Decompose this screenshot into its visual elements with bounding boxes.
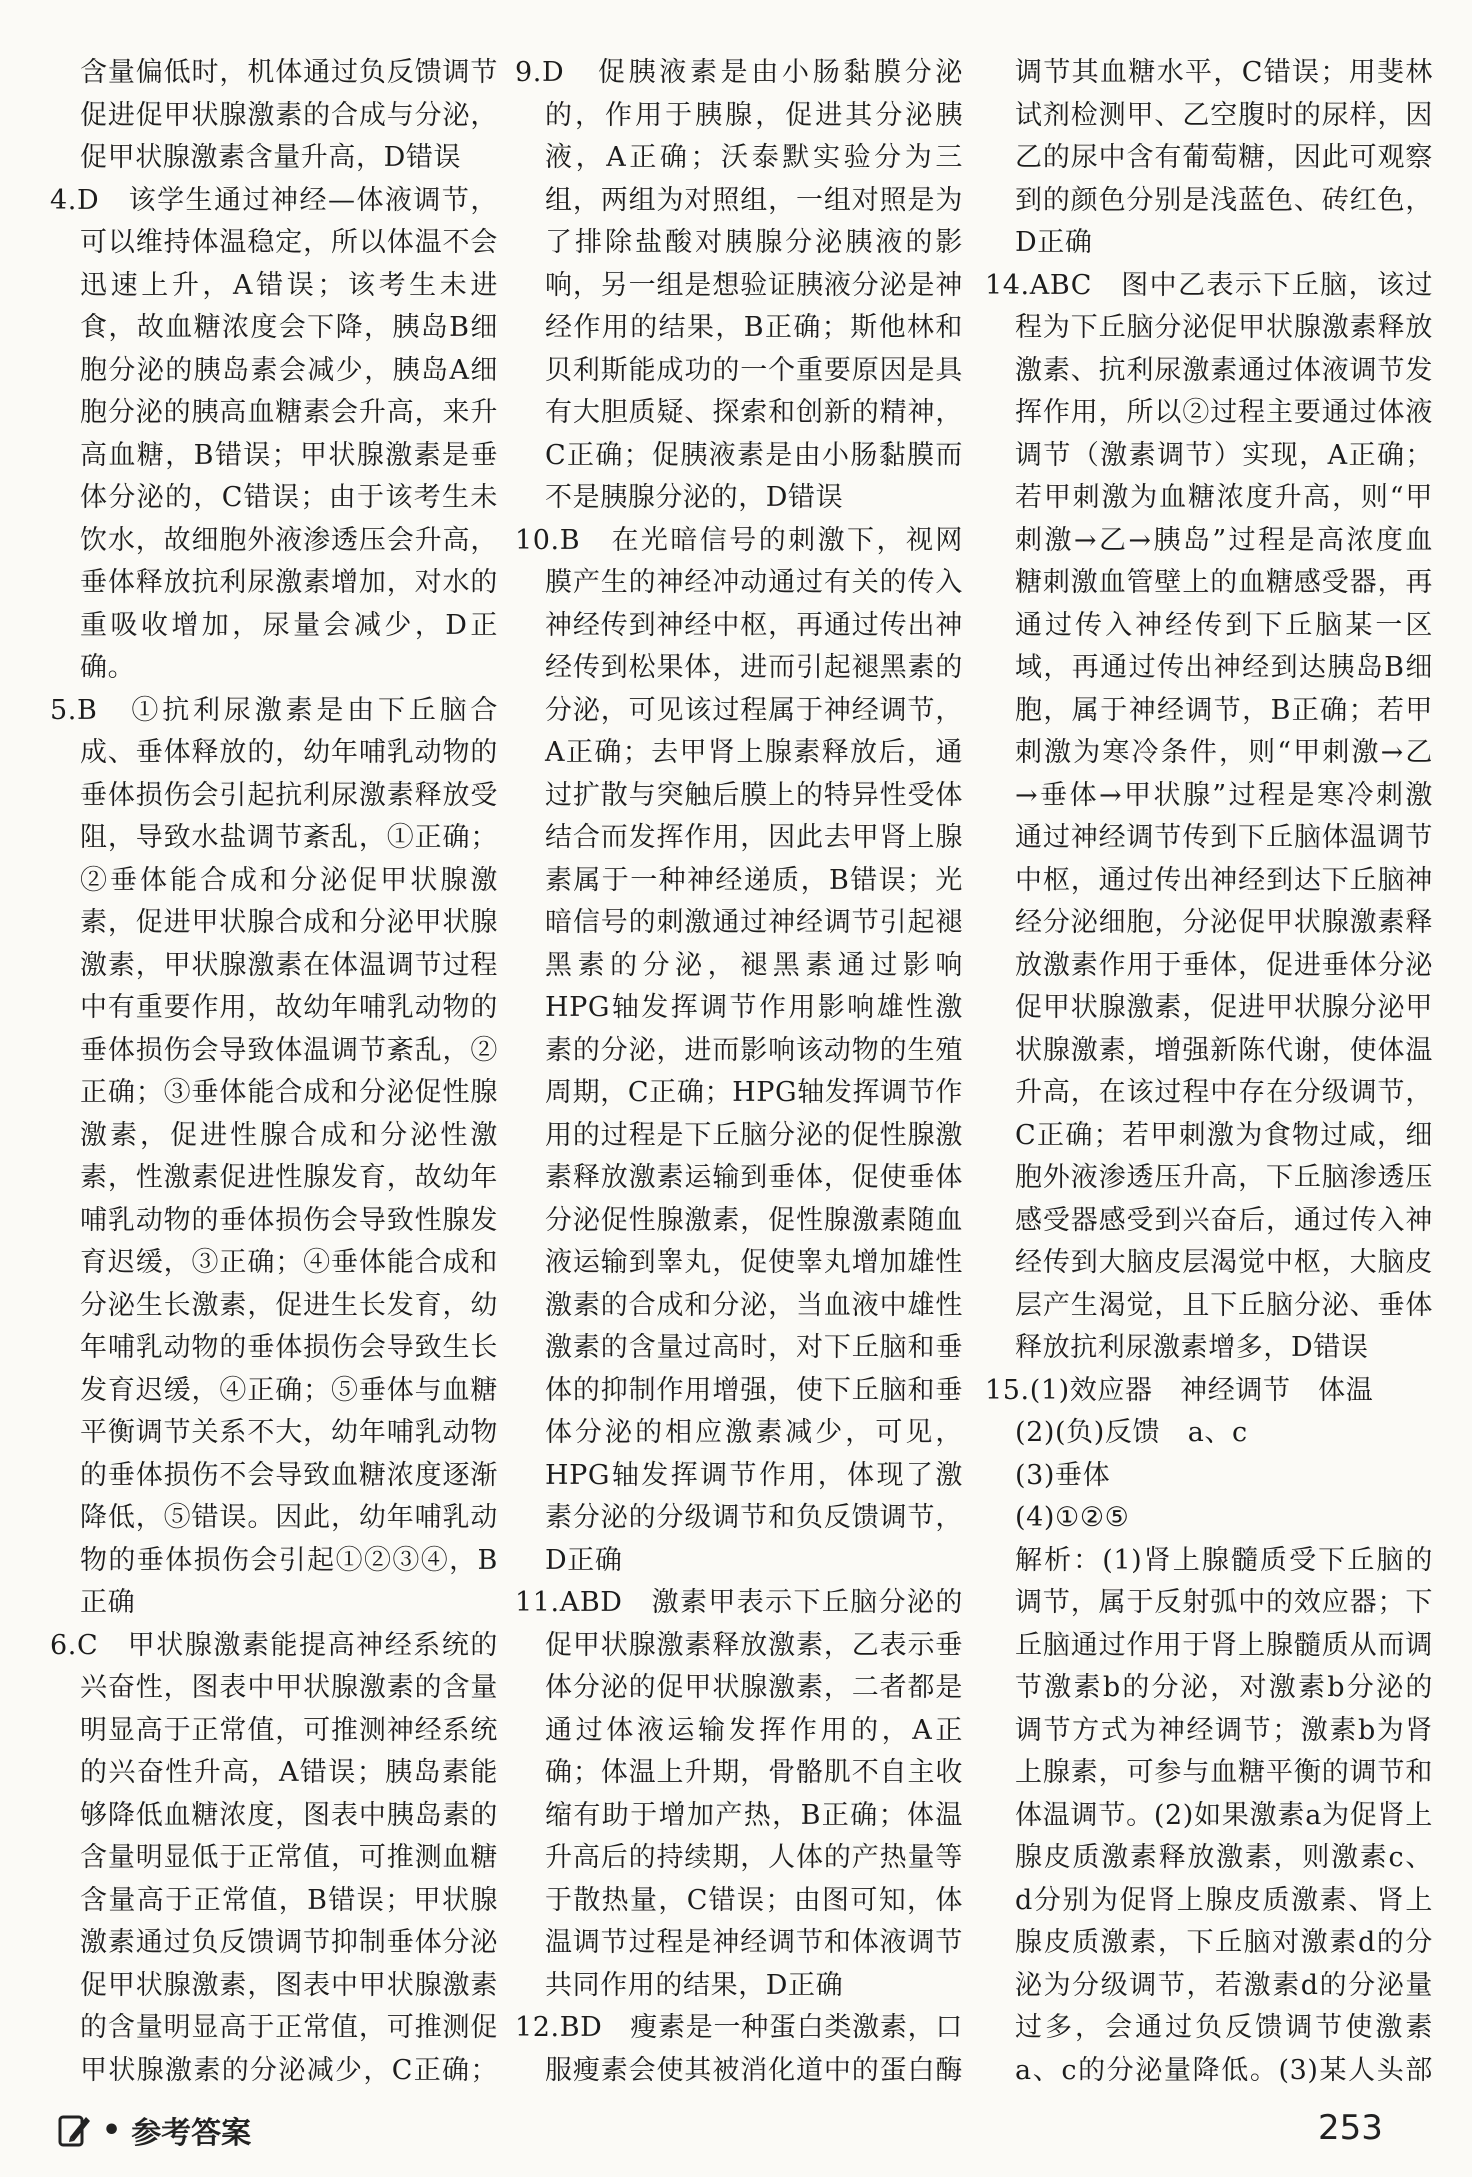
answer-paragraph: 含量偏低时，机体通过负反馈调节促进促甲状腺激素的合成与分泌，促甲状腺激素含量升高，D错误 [80,57,498,173]
answer-paragraph: 14.ABC 图中乙表示下丘脑，该过程为下丘脑分泌促甲状腺激素释放激素、抗利尿激素通过体液调节发挥作用，所以②过程主要通过体液调节（激素调节）实现，A正确；若甲刺激为血糖浓度升高，则“甲刺激→乙→胰岛”过程是高浓度血糖刺激血管壁上的血糖感受器，再通过传入神经传到下丘脑某一区域，再通过传出神经到达胰岛B细胞，属于神经调节，B正确；若甲刺激为寒冷条件，则“甲刺激→乙→垂体→甲状腺”过程是寒冷刺激通过神经调节传到下丘脑体温调节中枢，通过传出神经到达下丘脑神经分泌细胞，分泌促甲状腺激素释放激素作用于垂体，促进垂体分泌促甲状腺激素，促进甲状腺分泌甲状腺激素，增强新陈代谢，使体温升高，在该过程中存在分级调节，C正确；若甲刺激为食物过咸，细胞外液渗透压升高，下丘脑渗透压感受器感受到兴奋后，通过传入神经传到大脑皮层渴觉中枢，大脑皮层产生渴觉，且下丘脑分泌、垂体释放抗利尿激素增多，D错误 [985,269,1433,1363]
column-middle [515,52,963,2090]
column-left [50,52,498,2090]
answer-paragraph: (4)①②⑤ [1015,1502,1130,1533]
answer-paragraph: 调节其血糖水平，C错误；用斐林试剂检测甲、乙空腹时的尿样，因乙的尿中含有葡萄糖，因此可观察到的颜色分别是浅蓝色、砖红色，D正确 [1015,57,1433,258]
answer-paragraph: 9.D 促胰液素是由小肠黏膜分泌的，作用于胰腺，促进其分泌胰液，A正确；沃泰默实验分为三组，两组为对照组，一组对照是为了排除盐酸对胰腺分泌胰液的影响，另一组是想验证胰液分泌是神经作用的结果，B正确；斯他林和贝利斯能成功的一个重要原因是具有大胆质疑、探索和创新的精神，C正确；促胰液素是由小肠黏膜而不是胰腺分泌的，D错误 [515,57,963,513]
answer-paragraph: 15.(1)效应器 神经调节 体温 [985,1374,1374,1406]
answer-paragraph: 10.B 在光暗信号的刺激下，视网膜产生的神经冲动通过有关的传入神经传到神经中枢，再通过传出神经传到松果体，进而引起褪黑素的分泌，可见该过程属于神经调节，A正确；去甲肾上腺素释放后，通过扩散与突触后膜上的特异性受体结合而发挥作用，因此去甲肾上腺素属于一种神经递质，B错误；光暗信号的刺激通过神经调节引起褪黑素的分泌，褪黑素通过影响HPG轴发挥调节作用影响雄性激素的分泌，进而影响该动物的生殖周期，C正确；HPG轴发挥调节作用的过程是下丘脑分泌的促性腺激素释放激素运输到垂体，促使垂体分泌促性腺激素，促性腺激素随血液运输到睾丸，促使睾丸增加雄性激素的合成和分泌，当血液中雄性激素的含量过高时，对下丘脑和垂体的抑制作用增强，使下丘脑和垂体分泌的相应激素减少，可见，HPG轴发挥调节作用，体现了激素分泌的分级调节和负反馈调节，D正确 [515,524,963,1576]
pen-icon [58,2111,92,2149]
answer-paragraph: (3)垂体 [1015,1459,1111,1491]
answer-paragraph: 5.B ①抗利尿激素是由下丘脑合成、垂体释放的，幼年哺乳动物的垂体损伤会引起抗利尿激素释放受阻，导致水盐调节紊乱，①正确；②垂体能合成和分泌促甲状腺激素，促进甲状腺合成和分泌甲状腺激素，甲状腺激素在体温调节过程中有重要作用，故幼年哺乳动物的垂体损伤会导致体温调节紊乱，②正确；③垂体能合成和分泌促性腺激素，促进性腺合成和分泌性激素，性激素促进性腺发育，故幼年哺乳动物的垂体损伤会导致性腺发育迟缓，③正确；④垂体能合成和分泌生长激素，促进生长发育，幼年哺乳动物的垂体损伤会导致生长发育迟缓，④正确；⑤垂体与血糖平衡调节关系不大，幼年哺乳动物的垂体损伤不会导致血糖浓度逐渐降低，⑤错误。因此，幼年哺乳动物的垂体损伤会引起①②③④，B正确 [50,694,498,1618]
answer-paragraph: 4.D 该学生通过神经—体液调节，可以维持体温稳定，所以体温不会迅速上升，A错误；该考生未进食，故血糖浓度会下降，胰岛B细胞分泌的胰岛素会减少，胰岛A细胞分泌的胰高血糖素会升高，来升高血糖，B错误；甲状腺激素是垂体分泌的，C错误；由于该考生未饮水，故细胞外液渗透压会升高，垂体释放抗利尿激素增加，对水的重吸收增加，尿量会减少，D正确。 [50,184,498,683]
answer-paragraph: 解析：(1)肾上腺髓质受下丘脑的调节，属于反射弧中的效应器；下丘脑通过作用于肾上腺髓质从而调节激素b的分泌，对激素b分泌的调节方式为神经调节；激素b为肾上腺素，可参与血糖平衡的调节和体温调节。(2)如果激素a为促肾上腺皮质激素释放激素，则激素c、d分别为促肾上腺皮质激素、肾上腺皮质激素，下丘脑对激素d的分泌为分级调节，若激素d的分泌量过多，会通过负反馈调节使激素a、c的分泌量降低。(3)某人头部 [1015,1544,1433,2086]
answer-paragraph: (2)(负)反馈 a、c [1015,1417,1248,1448]
answer-paragraph: 11.ABD 激素甲表示下丘脑分泌的促甲状腺激素释放激素，乙表示垂体分泌的促甲状腺激素，二者都是通过体液运输发挥作用的，A正确；体温上升期，骨骼肌不自主收缩有助于增加产热，B正确；体温升高后的持续期，人体的产热量等于散热量，C错误；由图可知，体温调节过程是神经调节和体液调节共同作用的结果，D正确 [515,1587,963,2001]
column-right [985,52,1433,2090]
page-number: 253 [1318,2108,1383,2148]
footer-bullet: • [102,2112,122,2148]
footer-label-group [58,2108,251,2152]
footer-label: 参考答案 [131,2116,252,2151]
answer-paragraph: 12.BD 瘦素是一种蛋白类激素，口服瘦素会使其被消化道中的蛋白酶 [515,2012,963,2086]
answer-paragraph: 6.C 甲状腺激素能提高神经系统的兴奋性，图表中甲状腺激素的含量明显高于正常值，可推测神经系统的兴奋性升高，A错误；胰岛素能够降低血糖浓度，图表中胰岛素的含量明显低于正常值，可推测血糖含量高于正常值，B错误；甲状腺激素通过负反馈调节抑制垂体分泌促甲状腺激素，图表中甲状腺激素的含量明显高于正常值，可推测促甲状腺激素的分泌减少，C正确； [50,1629,498,2086]
